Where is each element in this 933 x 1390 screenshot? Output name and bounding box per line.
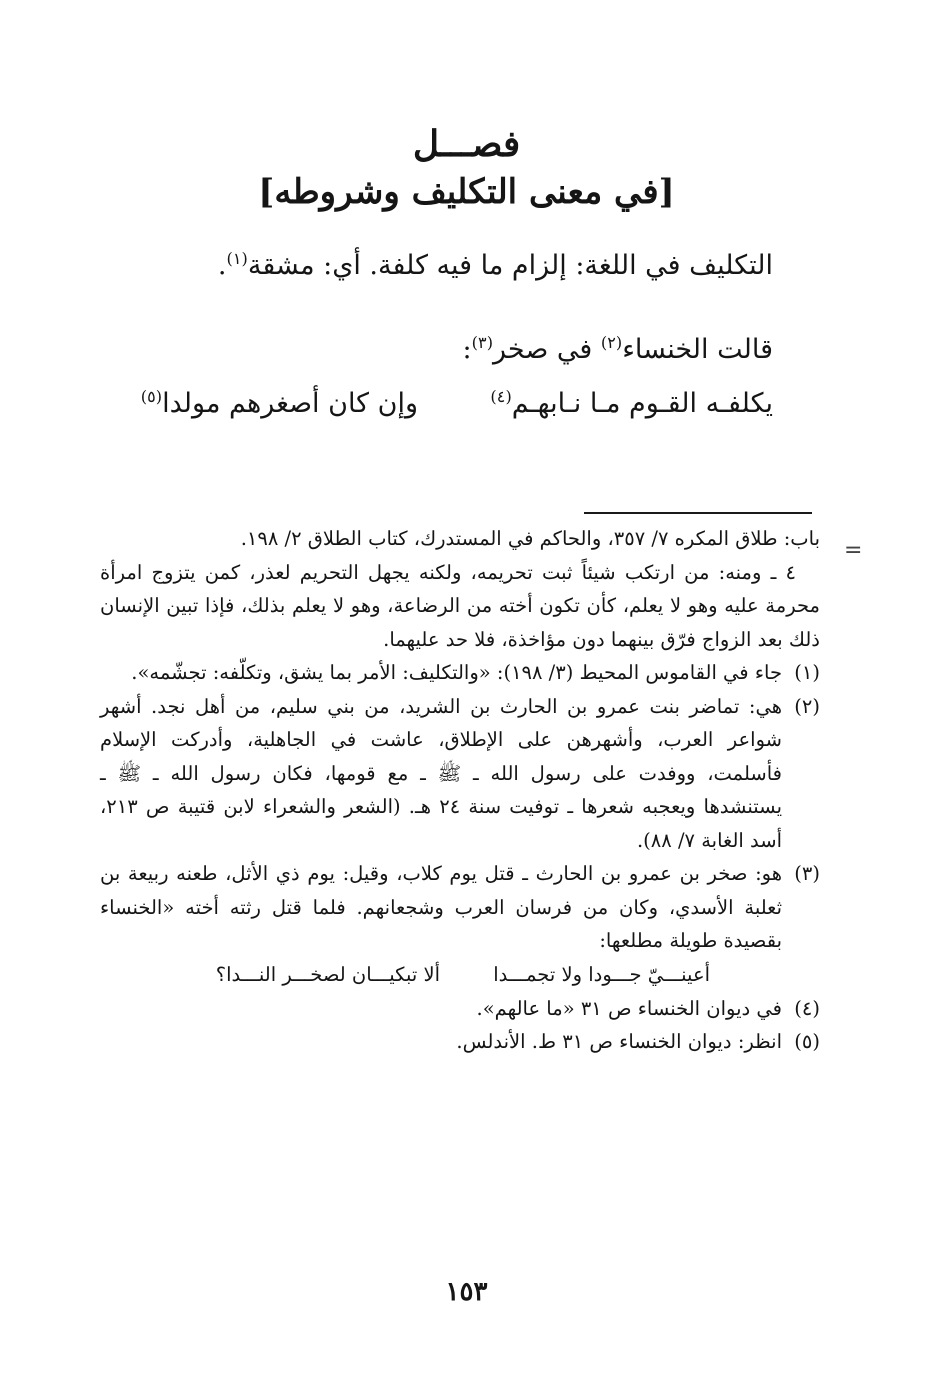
- verse-second-hemistich: [141, 384, 418, 424]
- footnote-number: (٢): [794, 694, 820, 718]
- footnote-ref-1: (١): [226, 249, 248, 268]
- footnote-ref-3: (٣): [471, 333, 494, 352]
- poem-intro-part-c: :: [462, 334, 472, 365]
- margin-mark: =: [844, 538, 863, 563]
- poem-intro-part-b: في صخر: [493, 334, 601, 365]
- footnote-text: هي: تماضر بنت عمرو بن الحارث بن الشريد، من بني سليم، من أهل نجد. أشهر شواعر العرب، وأشهرهن على الإطلاق، عاشت في الجاهلية، وأدركت الإسلام فأسلمت، ووفدت على رسول الله ـ ﷺ ـ مع قومها، فكان رسول الله ـ ﷺ ـ يستنشدها ويعجبه شعرها ـ توفيت سنة ٢٤ هـ. (الشعر والشعراء لابن قتيبة ص ٢١٣، أسد الغابة ٧/ ٨٨).: [100, 694, 783, 852]
- footnote-1: [100, 656, 820, 690]
- poem-verse: [140, 384, 773, 424]
- footnote-text: هو: صخر بن عمرو بن الحارث ـ قتل يوم كلاب، وقيل: يوم ذي الأثل، طعنه ربيعة بن ثعلبة الأسدي، وكان من فرسان العرب وشجعانهم. فلما قتل رثته أخته «الخنساء بقصيدة طويلة مطلعها:: [100, 862, 782, 952]
- footnote-ref-4: (٤): [490, 387, 512, 406]
- footnote-number: (٤): [794, 996, 820, 1020]
- footnote-2: [100, 690, 820, 858]
- footnote-verse-first-hemistich: أعينـــيّ جـــودا ولا تجمـــدا: [493, 962, 710, 986]
- footnote-text: جاء في القاموس المحيط (٣/ ١٩٨): «والتكليف: الأمر بما يشق، وتكلّفه: تجشّمه».: [131, 661, 782, 684]
- footnote-ref-2: (٢): [600, 333, 623, 352]
- page-number: ١٥٣: [445, 1277, 488, 1307]
- verse-first-text: يكلفـه القـوم مـا نـابهـم: [511, 388, 773, 419]
- footnote-continuation-2: ٤ ـ ومنه: من ارتكب شيئاً ثبت تحريمه، ولكنه يجهل التحريم لعذر، كمن يتزوج امرأة محرمة عليه وهو لا يعلم، كأن تكون أخته من الرضاعة، وهو لا يعلم بذلك، فإذا تبين الإنسان ذلك بعد الزواج فرّق بينهما دون مؤاخذة، فلا حد عليهما.: [100, 560, 820, 651]
- section-subtitle: [في معنى التكليف وشروطه]: [258, 172, 675, 212]
- footnote-number: (٣): [794, 862, 820, 885]
- section-title: فصـــل: [412, 123, 521, 165]
- footnote-number: (٥): [794, 1030, 820, 1053]
- footnote-text: انظر: ديوان الخنساء ص ٣١ ط. الأندلس.: [456, 1030, 782, 1053]
- footnotes-block: [100, 522, 820, 1059]
- footnote-3: [100, 857, 820, 958]
- verse-first-hemistich: [490, 384, 773, 424]
- footnote-ref-5: (٥): [140, 387, 163, 406]
- footnote-continuation-1: باب: طلاق المكره ٧/ ٣٥٧، والحاكم في المستدرك، كتاب الطلاق ٢/ ١٩٨.: [240, 527, 820, 550]
- definition-line: التكليف في اللغة: إلزام ما فيه كلفة. أي: مشقة$^{(١)}$.: [217, 249, 773, 281]
- poem-intro-part-a: قالت الخنساء: [622, 334, 773, 365]
- footnote-verse-second-hemistich: ألا تبكيـــان لصخـــر النـــدا؟: [215, 962, 440, 986]
- footnote-number: (١): [794, 661, 820, 684]
- footnote-separator: [584, 512, 812, 514]
- poem-intro-line: [463, 330, 773, 370]
- verse-second-text: وإن كان أصغرهم مولدا: [162, 388, 418, 419]
- footnote-text: في ديوان الخنساء ص ٣١ «ما عالهم».: [476, 996, 782, 1020]
- footnote-4: [100, 992, 820, 1026]
- definition-text: التكليف في اللغة: إلزام ما فيه كلفة. أي: مشقة: [247, 250, 773, 281]
- footnote-5: [100, 1025, 820, 1059]
- footnote-3-verse: [100, 958, 820, 992]
